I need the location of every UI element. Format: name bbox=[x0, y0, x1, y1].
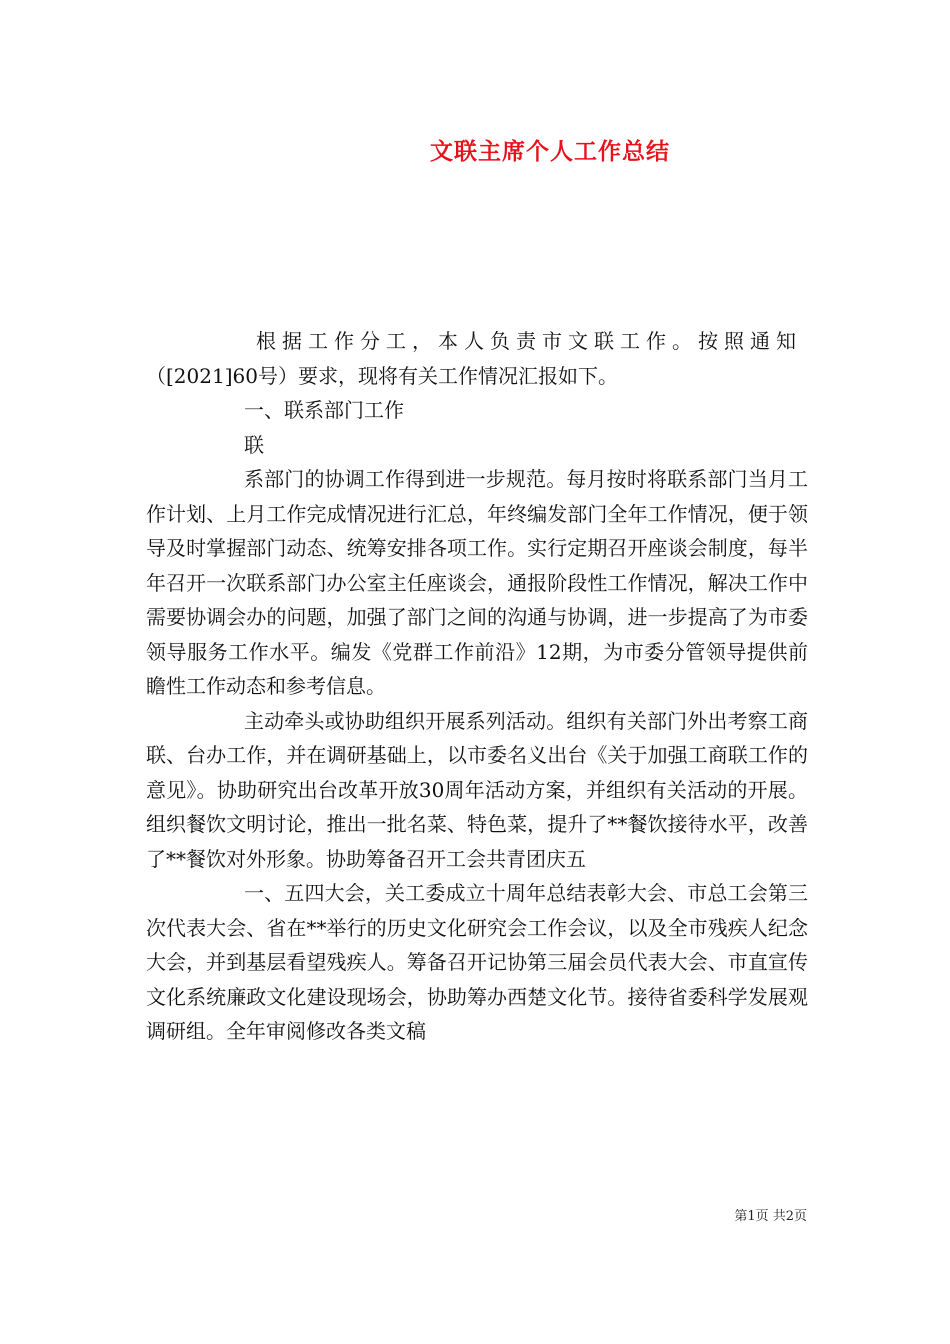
document-title: 文联主席个人工作总结 bbox=[430, 138, 670, 165]
page-number: 第1页 共2页 bbox=[734, 1209, 807, 1224]
paragraph-activities: 主动牵头或协助组织开展系列活动。组织有关部门外出考察工商联、台办工作，并在调研基础上，以市委名义出台《关于加强工商联工作的意见》。协助研究出台改革开放30周年活动方案，并组织有关活动的开展。组织餐饮文明讨论，推出一批名菜、特色菜，提升了**餐饮接待水平，改善了**餐饮对外形象。协助筹备召开工会共青团庆五 bbox=[146, 708, 808, 871]
paragraph-coordination: 系部门的协调工作得到进一步规范。每月按时将联系部门当月工作计划、上月工作完成情况进行汇总，年终编发部门全年工作情况，便于领导及时掌握部门动态、统筹安排各项工作。实行定期召开座谈会制度，每半年召开一次联系部门办公室主任座谈会，通报阶段性工作情况，解决工作中需要协调会办的问题，加强了部门之间的沟通与协调，进一步提高了为市委领导服务工作水平。编发《党群工作前沿》12期，为市委分管领导提供前瞻性工作动态和参考信息。 bbox=[146, 467, 808, 698]
paragraph-fragment: 联 bbox=[244, 432, 264, 457]
paragraph-intro: 根据工作分工，本人负责市文联工作。按照通知 bbox=[256, 329, 802, 353]
section-heading: 一、联系部门工作 bbox=[244, 398, 404, 422]
paragraph-meetings: 一、五四大会，关工委成立十周年总结表彰大会、市总工会第三次代表大会、省在**举行的历史文化研究会工作会议，以及全市残疾人纪念大会，并到基层看望残疾人。筹备召开记协第三届会员代表大会、市直宣传文化系统廉政文化建设现场会，协助筹办西楚文化节。接待省委科学发展观调研组。全年审阅修改各类文稿 bbox=[146, 881, 808, 1043]
paragraph-intro-cont: （[2021]60号）要求，现将有关工作情况汇报如下。 bbox=[146, 363, 618, 388]
document-body bbox=[146, 324, 808, 1049]
